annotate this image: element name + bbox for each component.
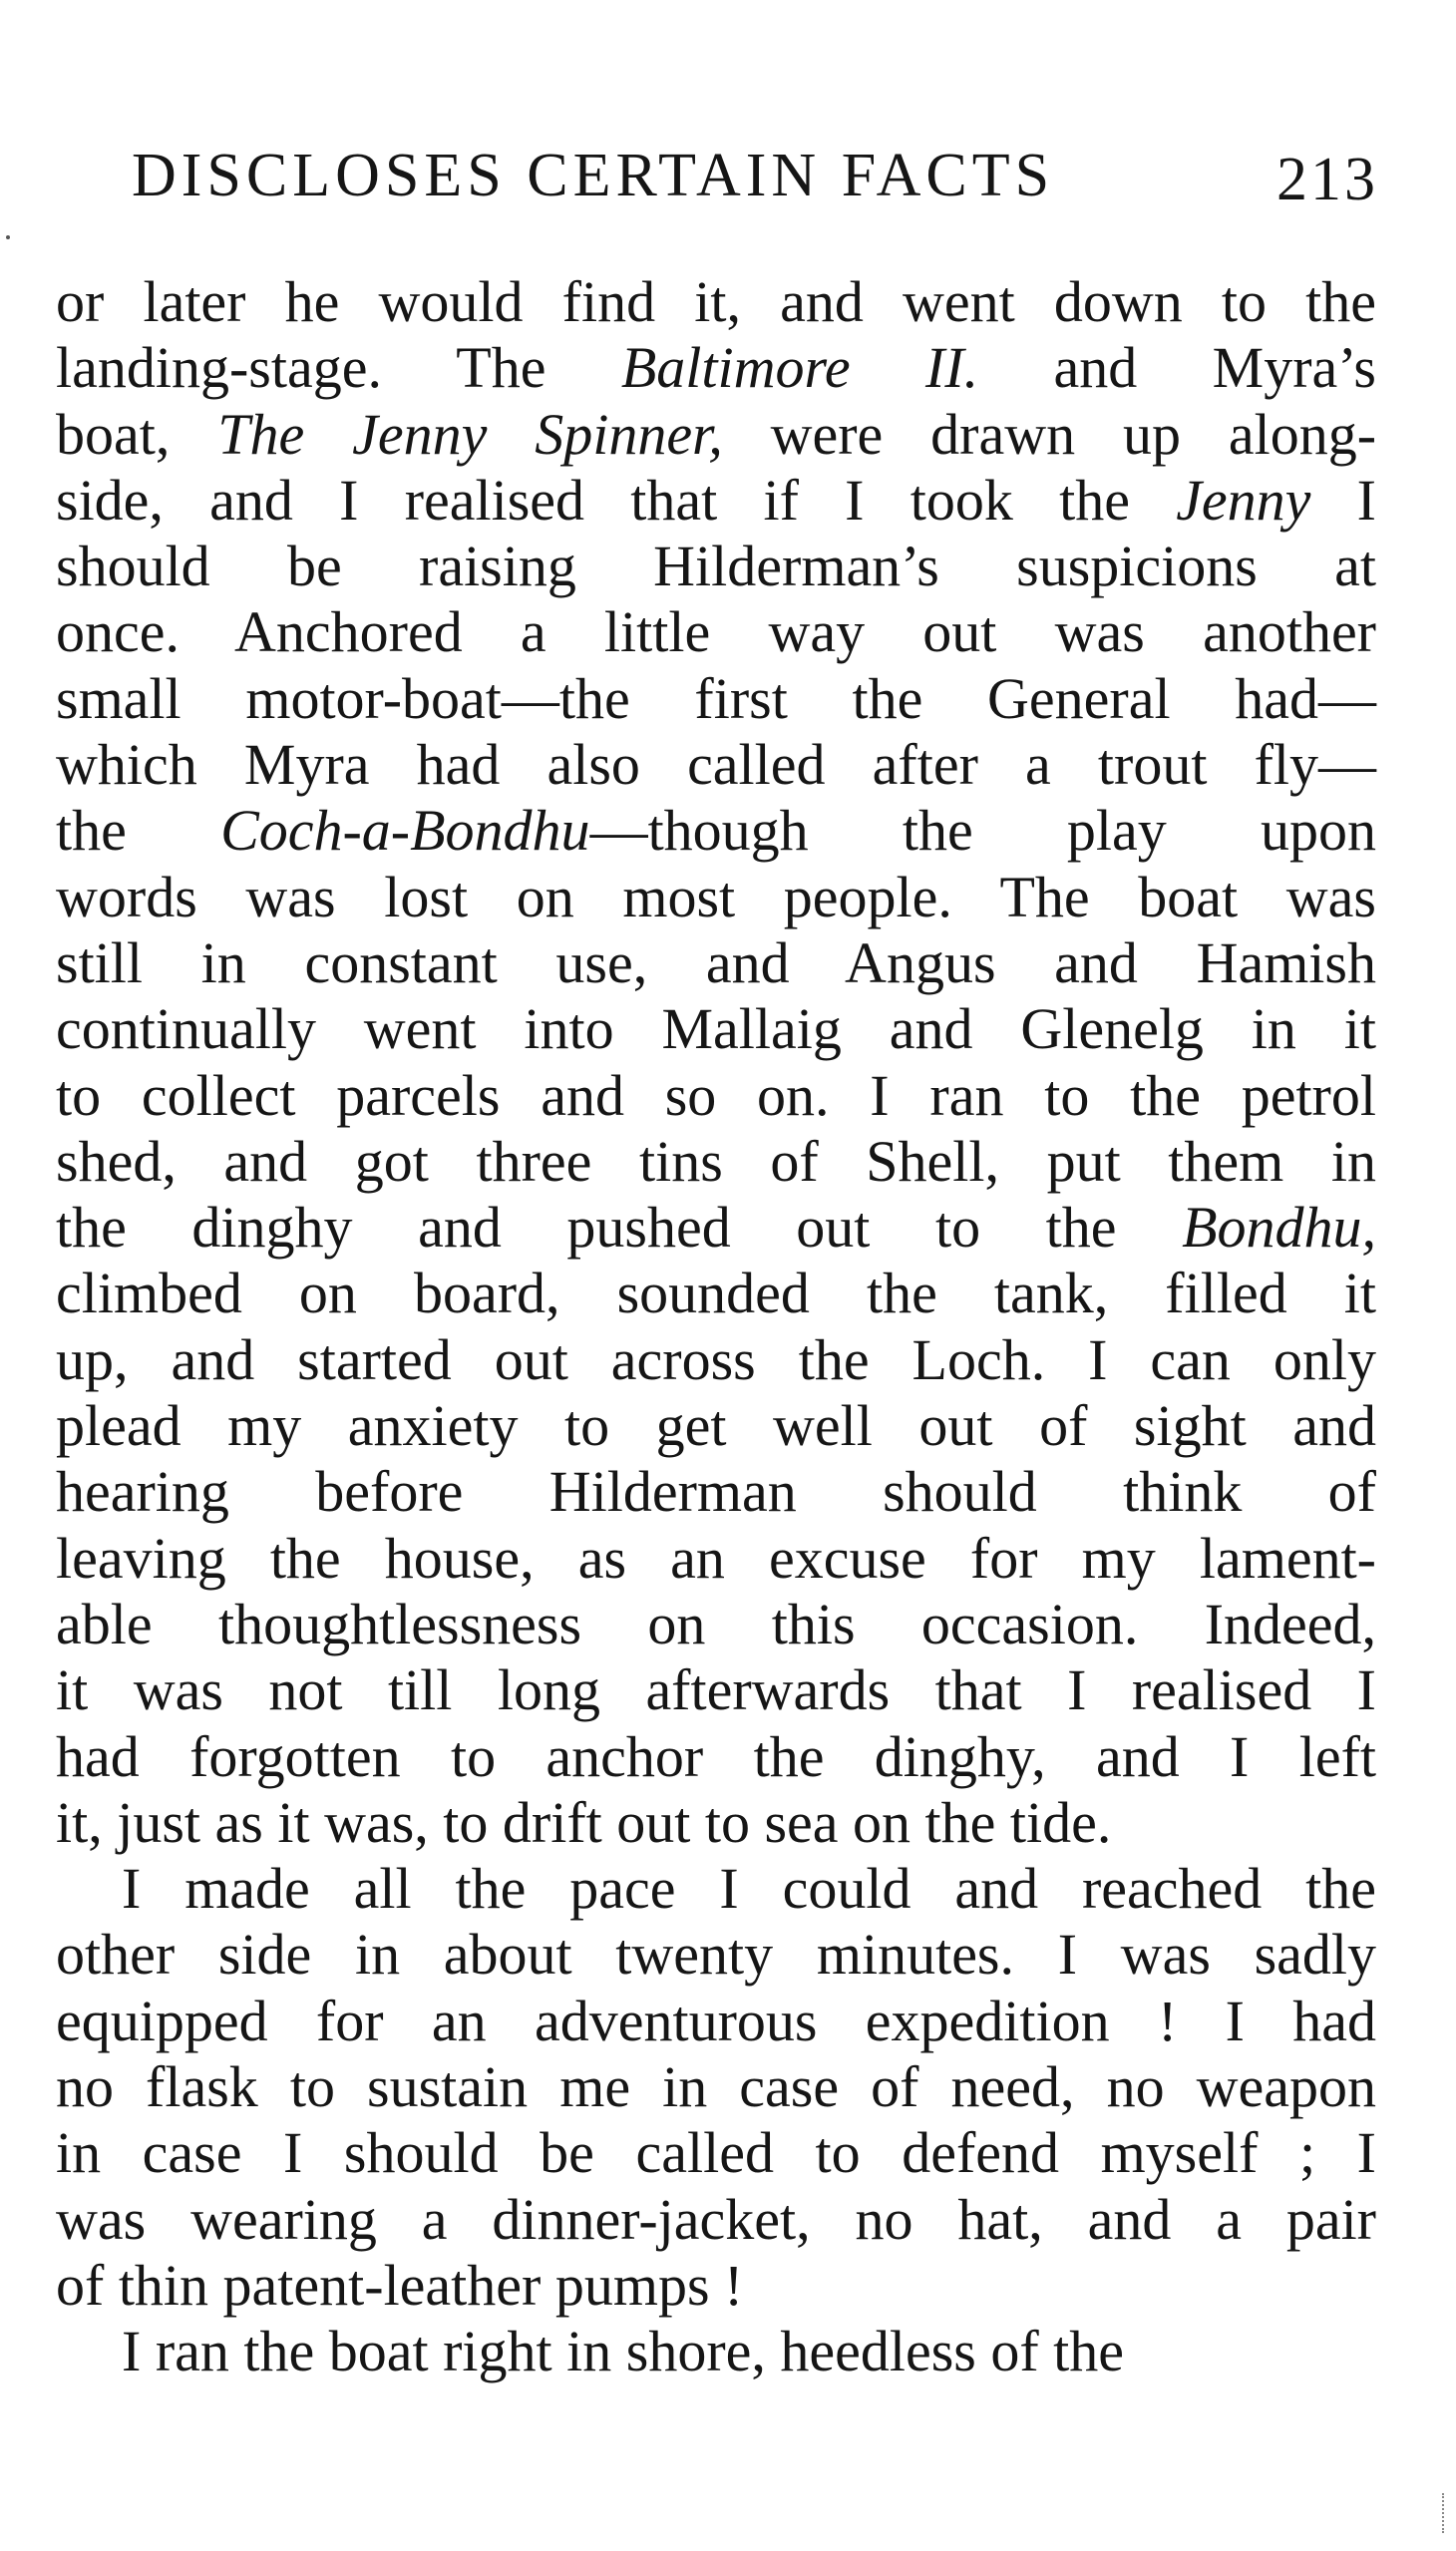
text-run: landing-stage. The bbox=[56, 335, 621, 401]
text-line bbox=[56, 1261, 1376, 1326]
text-run: had forgotten to anchor the dinghy, and I left bbox=[56, 1723, 1376, 1789]
text-line bbox=[56, 1063, 1376, 1129]
text-run: of thin patent-leather pumps ! bbox=[56, 2252, 744, 2318]
running-head bbox=[132, 136, 1378, 215]
text-run: boat, bbox=[56, 401, 218, 467]
text-line bbox=[56, 402, 1376, 468]
text-run: to collect parcels and so on. I ran to the petrol bbox=[56, 1062, 1376, 1128]
chapter-title: DISCLOSES CERTAIN FACTS bbox=[132, 142, 1055, 209]
text-run: should be raising Hilderman’s suspicions at bbox=[56, 534, 1376, 599]
text-line bbox=[56, 335, 1376, 401]
text-run: hearing before Hilderman should think of bbox=[56, 1459, 1376, 1525]
text-line bbox=[56, 930, 1376, 996]
text-run: small motor-boat—the first the General had— bbox=[56, 665, 1376, 731]
text-run: the bbox=[56, 798, 221, 864]
text-line bbox=[56, 798, 1376, 864]
text-line bbox=[56, 1526, 1376, 1592]
text-run: once. Anchored a little way out was another bbox=[56, 599, 1376, 665]
text-line bbox=[56, 666, 1376, 732]
italic-text: Jenny bbox=[1176, 467, 1311, 533]
text-line bbox=[56, 599, 1376, 665]
text-run: which Myra had also called after a trout fly— bbox=[56, 732, 1376, 798]
text-line bbox=[56, 2187, 1376, 2253]
text-run: I ran the boat right in shore, heedless of the bbox=[122, 2319, 1125, 2384]
text-run: shed, and got three tins of Shell, put them in bbox=[56, 1128, 1376, 1194]
text-run: in case I should be called to defend myself ; I bbox=[56, 2120, 1376, 2186]
scan-edge-mark bbox=[1442, 2493, 1452, 2533]
italic-text: Baltimore II. bbox=[620, 335, 979, 401]
text-run: equipped for an adventurous expedition ! I had bbox=[56, 1988, 1376, 2053]
text-line bbox=[56, 996, 1376, 1062]
text-run: were drawn up along- bbox=[722, 401, 1377, 467]
text-line bbox=[56, 2120, 1376, 2186]
text-run: words was lost on most people. The boat was bbox=[56, 864, 1376, 929]
text-line bbox=[56, 468, 1376, 534]
text-run: climbed on board, sounded the tank, filled it bbox=[56, 1261, 1376, 1326]
text-line bbox=[56, 2054, 1376, 2120]
text-run: I made all the pace I could and reached the bbox=[122, 1856, 1376, 1922]
text-run: no flask to sustain me in case of need, no weapon bbox=[56, 2054, 1376, 2120]
body-text bbox=[56, 269, 1376, 2385]
text-run: continually went into Mallaig and Glenelg in it bbox=[56, 996, 1376, 1062]
text-line bbox=[56, 865, 1376, 930]
text-line bbox=[56, 1129, 1376, 1195]
italic-text: Coch-a-Bondhu bbox=[220, 798, 590, 864]
page-number: 213 bbox=[1276, 146, 1378, 213]
text-run: side, and I realised that if I took the bbox=[56, 467, 1177, 533]
text-run: the dinghy and pushed out to the bbox=[56, 1195, 1183, 1261]
italic-text: Bondhu, bbox=[1182, 1195, 1376, 1261]
text-run: it was not till long afterwards that I realised I bbox=[56, 1657, 1376, 1723]
text-line bbox=[56, 1393, 1376, 1459]
text-line bbox=[56, 269, 1376, 335]
text-run: or later he would find it, and went down to the bbox=[56, 269, 1376, 334]
text-line bbox=[56, 1657, 1376, 1723]
text-run: —though the play upon bbox=[589, 798, 1376, 864]
text-line bbox=[56, 1724, 1376, 1790]
text-run: other side in about twenty minutes. I was sadly bbox=[56, 1922, 1376, 1988]
text-line bbox=[56, 1989, 1376, 2054]
text-run: up, and started out across the Loch. I can only bbox=[56, 1326, 1376, 1392]
text-line bbox=[56, 1195, 1376, 1261]
text-run: able thoughtlessness on this occasion. Indeed, bbox=[56, 1591, 1376, 1656]
scan-speck bbox=[6, 235, 10, 239]
text-line bbox=[56, 1856, 1376, 1922]
text-run: I bbox=[1310, 467, 1376, 533]
text-line bbox=[56, 534, 1376, 599]
text-line bbox=[56, 1790, 1376, 1856]
text-line bbox=[56, 2319, 1376, 2384]
text-line bbox=[56, 1327, 1376, 1393]
text-run: was wearing a dinner-jacket, no hat, and a pair bbox=[56, 2186, 1376, 2252]
italic-text: The Jenny Spinner, bbox=[217, 401, 723, 467]
text-run: still in constant use, and Angus and Hamish bbox=[56, 929, 1376, 995]
text-run: leaving the house, as an excuse for my lament- bbox=[56, 1525, 1376, 1591]
text-line bbox=[56, 1459, 1376, 1525]
text-line bbox=[56, 1922, 1376, 1988]
text-run: plead my anxiety to get well out of sight and bbox=[56, 1393, 1376, 1459]
text-line bbox=[56, 732, 1376, 798]
text-run: and Myra’s bbox=[978, 335, 1376, 401]
text-run: it, just as it was, to drift out to sea on the tide. bbox=[56, 1789, 1112, 1855]
text-line bbox=[56, 2253, 1376, 2319]
text-line bbox=[56, 1592, 1376, 1657]
